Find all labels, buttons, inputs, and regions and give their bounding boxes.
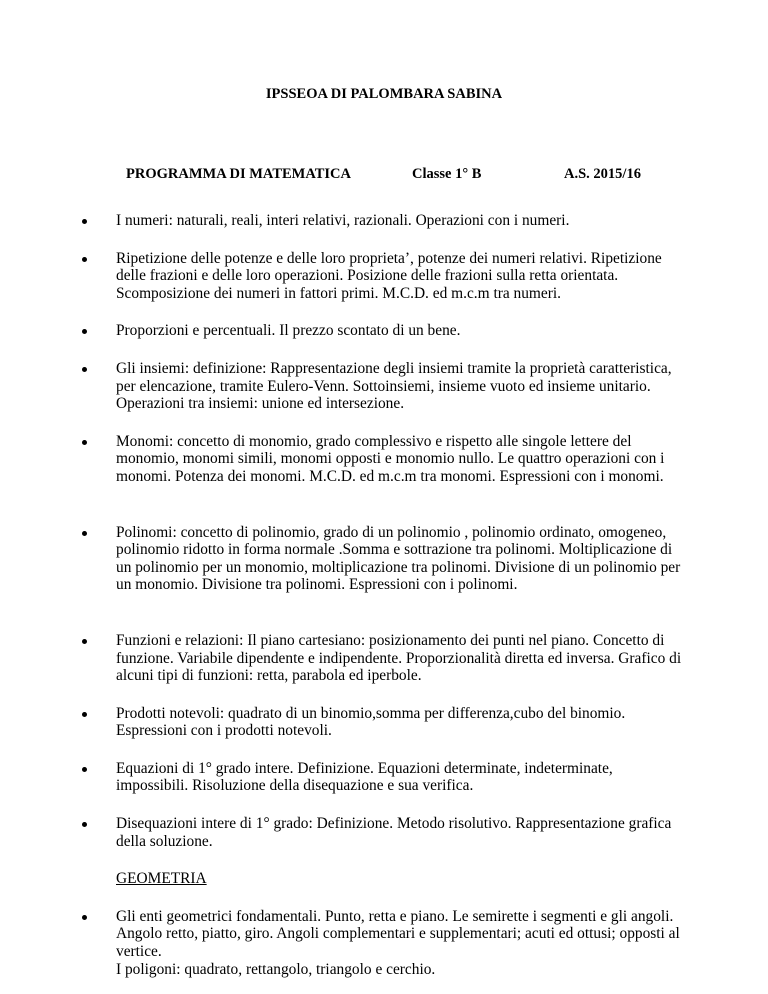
class-label: Classe 1° B [412, 166, 482, 182]
bullet-icon [82, 712, 87, 717]
list-item-text: Funzioni e relazioni: Il piano cartesiano: posizionamento dei punti nel piano. Concetto di funzione. Variabile dipendente e indipendente. Proporzionalità diretta ed inversa. Grafico di alcuni tipi di funzioni: retta, parabola ed iperbole. [116, 631, 682, 685]
list-item-text: Gli enti geometrici fondamentali. Punto, retta e piano. Le semirette i segmenti e gli angoli. Angolo retto, piatto, giro. Angoli complementari e supplementari; acuti ed ottusi; opposti al vertice. [116, 907, 680, 961]
bullet-icon [82, 219, 87, 224]
bullet-icon [82, 257, 87, 262]
bullet-icon [82, 329, 87, 334]
list-item [0, 524, 768, 594]
list-item-text: Prodotti notevoli: quadrato di un binomio,somma per differenza,cubo del binomio. Espressioni con i prodotti notevoli. [116, 704, 626, 740]
list-item [0, 705, 768, 740]
list-item [0, 322, 768, 340]
geometry-heading: GEOMETRIA [116, 870, 207, 888]
list-item-text: Polinomi: concetto di polinomio, grado di un polinomio , polinomio ordinato, omogeneo, polinomio ridotto in forma normale .Somma e sottrazione tra polinomi. Moltiplicazione di un polinomio per un monomio, moltiplicazione tra polinomi. Divisione di un polinomio per un monomio. Divisione tra polinomi. Espressioni con i polinomi. [116, 523, 681, 594]
school-name: IPSSEOA DI PALOMBARA SABINA [265, 86, 503, 102]
bullet-icon [82, 915, 87, 920]
list-item-text: I numeri: naturali, reali, interi relativi, razionali. Operazioni con i numeri. [116, 212, 570, 229]
list-item-text: Monomi: concetto di monomio, grado complessivo e rispetto alle singole lettere del monomio, monomi simili, monomi opposti e monomio nullo. Le quattro operazioni con i monomi. Potenza dei monomi. M.C.D. ed m.c.m tra monomi. Espressioni con i monomi. [116, 432, 665, 485]
list-item [0, 760, 768, 795]
bullet-icon [82, 822, 87, 827]
bullet-icon [82, 767, 87, 772]
bullet-icon [82, 440, 87, 445]
bullet-icon [82, 639, 87, 644]
bullet-icon [82, 531, 87, 536]
list-item [0, 433, 768, 486]
list-item-text: Ripetizione delle potenze e delle loro proprieta’, potenze dei numeri relativi. Ripetizione delle frazioni e delle loro operazioni. Posizione delle frazioni sulla retta orientata. Scomposizione dei numeri in fattori primi. M.C.D. ed m.c.m tra numeri. [116, 249, 662, 302]
list-item-text: Gli insiemi: definizione: Rappresentazione degli insiemi tramite la proprietà caratteristica, per elencazione, tramite Eulero-Venn. Sottoinsiemi, insieme vuoto ed insieme unitario. Operazioni tra insiemi: unione ed intersezione. [116, 359, 672, 413]
list-item [0, 815, 768, 850]
list-item-text: Equazioni di 1° grado intere. Definizione. Equazioni determinate, indeterminate, impossibili. Risoluzione della disequazione e sua verifica. [116, 759, 613, 795]
list-item [0, 632, 768, 685]
school-year: A.S. 2015/16 [564, 166, 641, 182]
list-item-text: Disequazioni intere di 1° grado: Definizione. Metodo risolutivo. Rappresentazione grafica della soluzione. [116, 815, 672, 850]
list-item-text: I poligoni: quadrato, rettangolo, triangolo e cerchio. [116, 960, 436, 978]
bullet-icon [82, 367, 87, 372]
program-title: PROGRAMMA DI MATEMATICA [126, 166, 351, 182]
topics-list [0, 212, 768, 978]
list-item [0, 908, 768, 978]
list-item [0, 250, 768, 303]
list-item-text: Proporzioni e percentuali. Il prezzo scontato di un bene. [116, 322, 461, 340]
list-item [0, 360, 768, 413]
list-item [0, 212, 768, 230]
